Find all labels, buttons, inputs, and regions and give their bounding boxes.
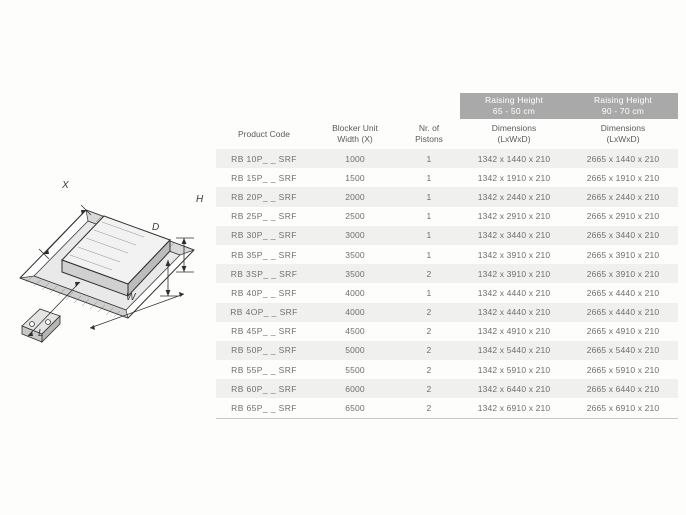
cell-pistons: 1 <box>426 211 432 222</box>
cell-blocker-width: 4000 <box>345 287 365 298</box>
cell-dimensions-65-50: 1342 x 6910 x 210 <box>460 398 568 418</box>
cell-pistons: 2 <box>398 303 460 322</box>
column-header-product-code <box>216 119 312 149</box>
dimension-label-w: W <box>126 292 136 303</box>
table-header <box>216 93 678 149</box>
cell-dimensions-65-50: 1342 x 4440 x 210 <box>460 303 568 322</box>
specification-table-container <box>216 93 678 419</box>
cell-dimensions-65-50: 1342 x 3910 x 210 <box>460 264 568 283</box>
cell-product-code: RB 10P_ _ SRF <box>216 149 312 168</box>
cell-product-code: RB 3SP_ _ SRF <box>216 264 312 283</box>
table-row <box>216 379 678 398</box>
dimension-label-d: D <box>152 222 160 233</box>
table-row <box>216 168 678 187</box>
cell-pistons: 1 <box>426 287 432 298</box>
cell-product-code: RB 35P_ _ SRF <box>231 249 297 260</box>
cell-pistons: 1 <box>398 149 460 168</box>
cell-pistons: 1 <box>426 172 432 183</box>
dimension-label-x: X <box>62 180 69 191</box>
specification-table <box>216 93 678 419</box>
group-header-row <box>216 93 678 119</box>
table-row <box>216 360 678 379</box>
cell-dimensions-90-70: 2665 x 3910 x 210 <box>568 264 678 283</box>
cell-blocker-width: 3000 <box>312 226 398 245</box>
column-header-dimensions-90-70 <box>568 119 678 149</box>
cell-dimensions-65-50: 1342 x 5440 x 210 <box>460 341 568 360</box>
table-row <box>216 187 678 206</box>
table-row <box>216 207 678 226</box>
cell-dimensions-90-70: 2665 x 6910 x 210 <box>568 398 678 418</box>
cell-blocker-width: 2000 <box>312 187 398 206</box>
cell-dimensions-65-50: 1342 x 3910 x 210 <box>477 249 551 260</box>
cell-product-code: RB 30P_ _ SRF <box>216 226 312 245</box>
column-header-line1: Dimensions <box>491 123 537 133</box>
cell-dimensions-90-70: 2665 x 4910 x 210 <box>586 326 660 337</box>
group-header-line2: 65 - 50 cm <box>492 106 536 116</box>
cell-product-code: RB 45P_ _ SRF <box>231 326 297 337</box>
dimension-label-l: L <box>38 328 44 339</box>
cell-product-code: RB 65P_ _ SRF <box>216 398 312 418</box>
column-header-row <box>216 119 678 149</box>
cell-blocker-width: 4000 <box>312 303 398 322</box>
cell-pistons: 2 <box>398 379 460 398</box>
table-row <box>216 149 678 168</box>
road-blocker-diagram <box>8 150 213 365</box>
group-header-spacer <box>312 93 398 119</box>
table-row <box>216 303 678 322</box>
cell-product-code: RB 40P_ _ SRF <box>231 287 297 298</box>
cell-product-code: RB 55P_ _ SRF <box>231 364 297 375</box>
cell-dimensions-90-70: 2665 x 2440 x 210 <box>568 187 678 206</box>
cell-product-code: RB 50P_ _ SRF <box>216 341 312 360</box>
cell-blocker-width: 5500 <box>345 364 365 375</box>
table-body <box>216 149 678 418</box>
cell-blocker-width: 5000 <box>312 341 398 360</box>
column-header-line2: (LxWxD) <box>497 134 531 144</box>
table-row <box>216 245 678 264</box>
column-header-line1: Blocker Unit <box>332 123 378 133</box>
cell-blocker-width: 1500 <box>345 172 365 183</box>
column-header-line1: Nr. of <box>418 123 440 133</box>
cell-blocker-width: 4500 <box>345 326 365 337</box>
cell-dimensions-65-50: 1342 x 3440 x 210 <box>460 226 568 245</box>
cell-product-code: RB 20P_ _ SRF <box>216 187 312 206</box>
column-header-line2: Width (X) <box>337 134 373 144</box>
group-header-raising-height-90-70 <box>568 93 678 119</box>
column-header-line1: Product Code <box>238 128 290 139</box>
cell-dimensions-90-70: 2665 x 5440 x 210 <box>568 341 678 360</box>
cell-dimensions-90-70: 2665 x 6440 x 210 <box>568 379 678 398</box>
cell-blocker-width: 3500 <box>345 249 365 260</box>
column-header-blocker-unit-width <box>312 119 398 149</box>
table-row <box>216 264 678 283</box>
cell-pistons: 2 <box>398 341 460 360</box>
table-row <box>216 398 678 418</box>
cell-blocker-width: 6000 <box>312 379 398 398</box>
table-row <box>216 283 678 302</box>
cell-product-code: RB 25P_ _ SRF <box>231 211 297 222</box>
column-header-line2: Pistons <box>415 134 443 144</box>
cell-pistons: 1 <box>398 226 460 245</box>
group-header-raising-height-65-50 <box>460 93 568 119</box>
cell-dimensions-90-70: 2665 x 3910 x 210 <box>586 249 660 260</box>
cell-dimensions-65-50: 1342 x 6440 x 210 <box>460 379 568 398</box>
cell-dimensions-90-70: 2665 x 1440 x 210 <box>568 149 678 168</box>
group-header-spacer <box>216 93 312 119</box>
cell-dimensions-65-50: 1342 x 2910 x 210 <box>477 211 551 222</box>
cell-pistons: 2 <box>398 398 460 418</box>
table-row <box>216 341 678 360</box>
group-header-line1: Raising Height <box>484 95 544 105</box>
cell-dimensions-90-70: 2665 x 4440 x 210 <box>586 287 660 298</box>
cell-dimensions-90-70: 2665 x 1910 x 210 <box>586 172 660 183</box>
cell-blocker-width: 6500 <box>312 398 398 418</box>
cell-dimensions-65-50: 1342 x 1440 x 210 <box>460 149 568 168</box>
cell-product-code: RB 60P_ _ SRF <box>216 379 312 398</box>
column-header-line1: Dimensions <box>600 123 646 133</box>
cell-pistons: 2 <box>426 364 432 375</box>
group-header-line2: 90 - 70 cm <box>601 106 645 116</box>
group-header-spacer <box>398 93 460 119</box>
cell-blocker-width: 2500 <box>345 211 365 222</box>
cell-dimensions-90-70: 2665 x 4440 x 210 <box>568 303 678 322</box>
cell-pistons: 1 <box>398 187 460 206</box>
cell-blocker-width: 3500 <box>312 264 398 283</box>
cell-dimensions-90-70: 2665 x 3440 x 210 <box>568 226 678 245</box>
column-header-dimensions-65-50 <box>460 119 568 149</box>
cell-dimensions-65-50: 1342 x 4910 x 210 <box>477 326 551 337</box>
cell-blocker-width: 1000 <box>312 149 398 168</box>
table-row <box>216 322 678 341</box>
cell-pistons: 1 <box>426 249 432 260</box>
cell-product-code: RB 4OP_ _ SRF <box>216 303 312 322</box>
cell-dimensions-65-50: 1342 x 2440 x 210 <box>460 187 568 206</box>
column-header-line2: (LxWxD) <box>606 134 640 144</box>
cell-dimensions-65-50: 1342 x 5910 x 210 <box>477 364 551 375</box>
column-header-nr-of-pistons <box>398 119 460 149</box>
cell-dimensions-65-50: 1342 x 1910 x 210 <box>477 172 551 183</box>
cell-dimensions-65-50: 1342 x 4440 x 210 <box>477 287 551 298</box>
cell-dimensions-90-70: 2665 x 2910 x 210 <box>586 211 660 222</box>
group-header-line1: Raising Height <box>593 95 653 105</box>
cell-dimensions-90-70: 2665 x 5910 x 210 <box>586 364 660 375</box>
cell-pistons: 2 <box>398 264 460 283</box>
cell-pistons: 2 <box>426 326 432 337</box>
cell-product-code: RB 15P_ _ SRF <box>231 172 297 183</box>
table-row <box>216 226 678 245</box>
dimension-label-h: H <box>196 194 204 205</box>
